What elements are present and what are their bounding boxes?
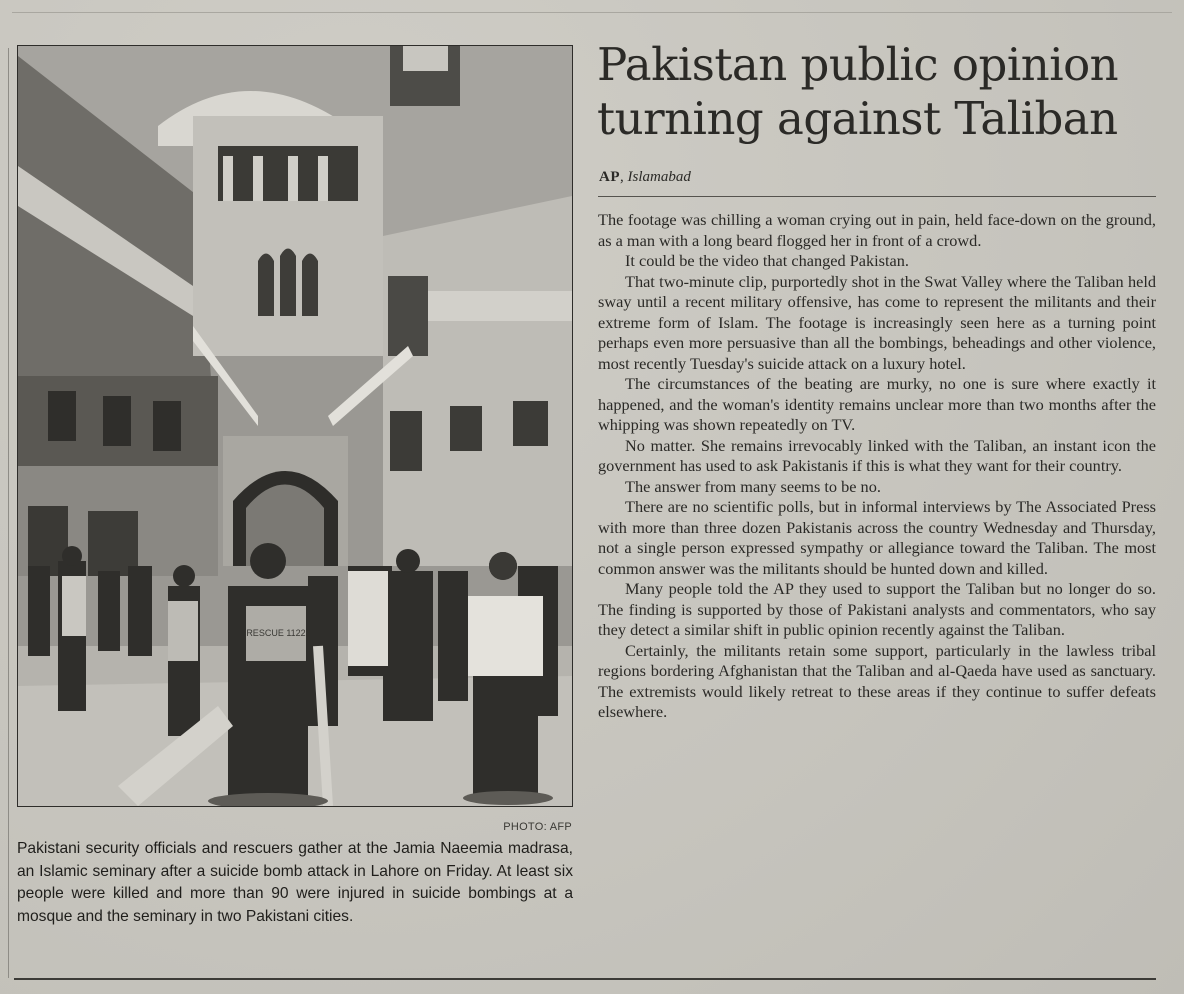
madrasa-scene-illustration (18, 46, 572, 806)
article-paragraph: No matter. She remains irrevocably linked with the Taliban, an instant icon the government has used to ask Pakistanis if this is what they want for their country. (598, 435, 1156, 475)
article-paragraph: That two-minute clip, purportedly shot in the Swat Valley where the Taliban held sway until a recent military offensive, has come to represent the militants and their extreme form of Islam. The footage is increasingly seen here as a turning point perhaps even more persuasive than all the bombings, beheadings and other violence, most recently Tuesday's suicide attack on a luxury hotel. (598, 271, 1156, 373)
article-paragraph: The answer from many seems to be no. (625, 476, 881, 496)
article-body (598, 210, 1156, 723)
article-paragraph: The footage was chilling a woman crying out in pain, held face-down on the ground, as a man with a long beard flogged her in front of a crowd. (598, 210, 1156, 250)
byline-separator: , (620, 169, 628, 185)
article-paragraph: It could be the video that changed Pakistan. (625, 251, 909, 270)
photo-credit: PHOTO: AFP (503, 821, 572, 833)
byline-location: Islamabad (627, 169, 691, 185)
column-left-rule (8, 48, 9, 978)
page-bottom-rule (14, 978, 1156, 980)
article-paragraph: There are no scientific polls, but in informal interviews by The Associated Press with more than three dozen Pakistanis across the country Wednesday and Thursday, not a single person expressed sympathy or allegiance toward the Taliban. The most common answer was the militants should be hunted down and killed. (598, 497, 1156, 578)
article-headline: Pakistan public opinion turning against Taliban (597, 38, 1119, 145)
news-photo (17, 45, 573, 807)
byline-agency: AP (599, 169, 620, 185)
article-paragraph: The circumstances of the beating are murky, no one is sure where exactly it happened, and the woman's identity remains unclear more than two months after the whipping was shown repeatedly on TV. (598, 374, 1156, 434)
article-paragraph: Many people told the AP they used to support the Taliban but no longer do so. The finding is supported by those of Pakistani analysts and commentators, who say they detect a similar shift in public opinion recently against the Taliban. (598, 579, 1156, 639)
photo-caption: Pakistani security officials and rescuers gather at the Jamia Naeemia madrasa, an Islamic seminary after a suicide bomb attack in Lahore on Friday. At least six people were killed and more than 90 were injured in suicide bombings at a mosque and the seminary in two Pakistani cities. (17, 840, 573, 925)
byline (599, 169, 691, 186)
article-paragraph: Certainly, the militants retain some support, particularly in the lawless tribal regions bordering Afghanistan that the Taliban and al-Qaeda have used as sanctuary. The extremists would likely retreat to these areas if they continue to suffer defeats elsewhere. (598, 640, 1156, 721)
byline-rule (598, 196, 1156, 197)
rescue-vest-text: RESCUE 1122 (246, 628, 306, 638)
page-top-rule (12, 12, 1172, 13)
